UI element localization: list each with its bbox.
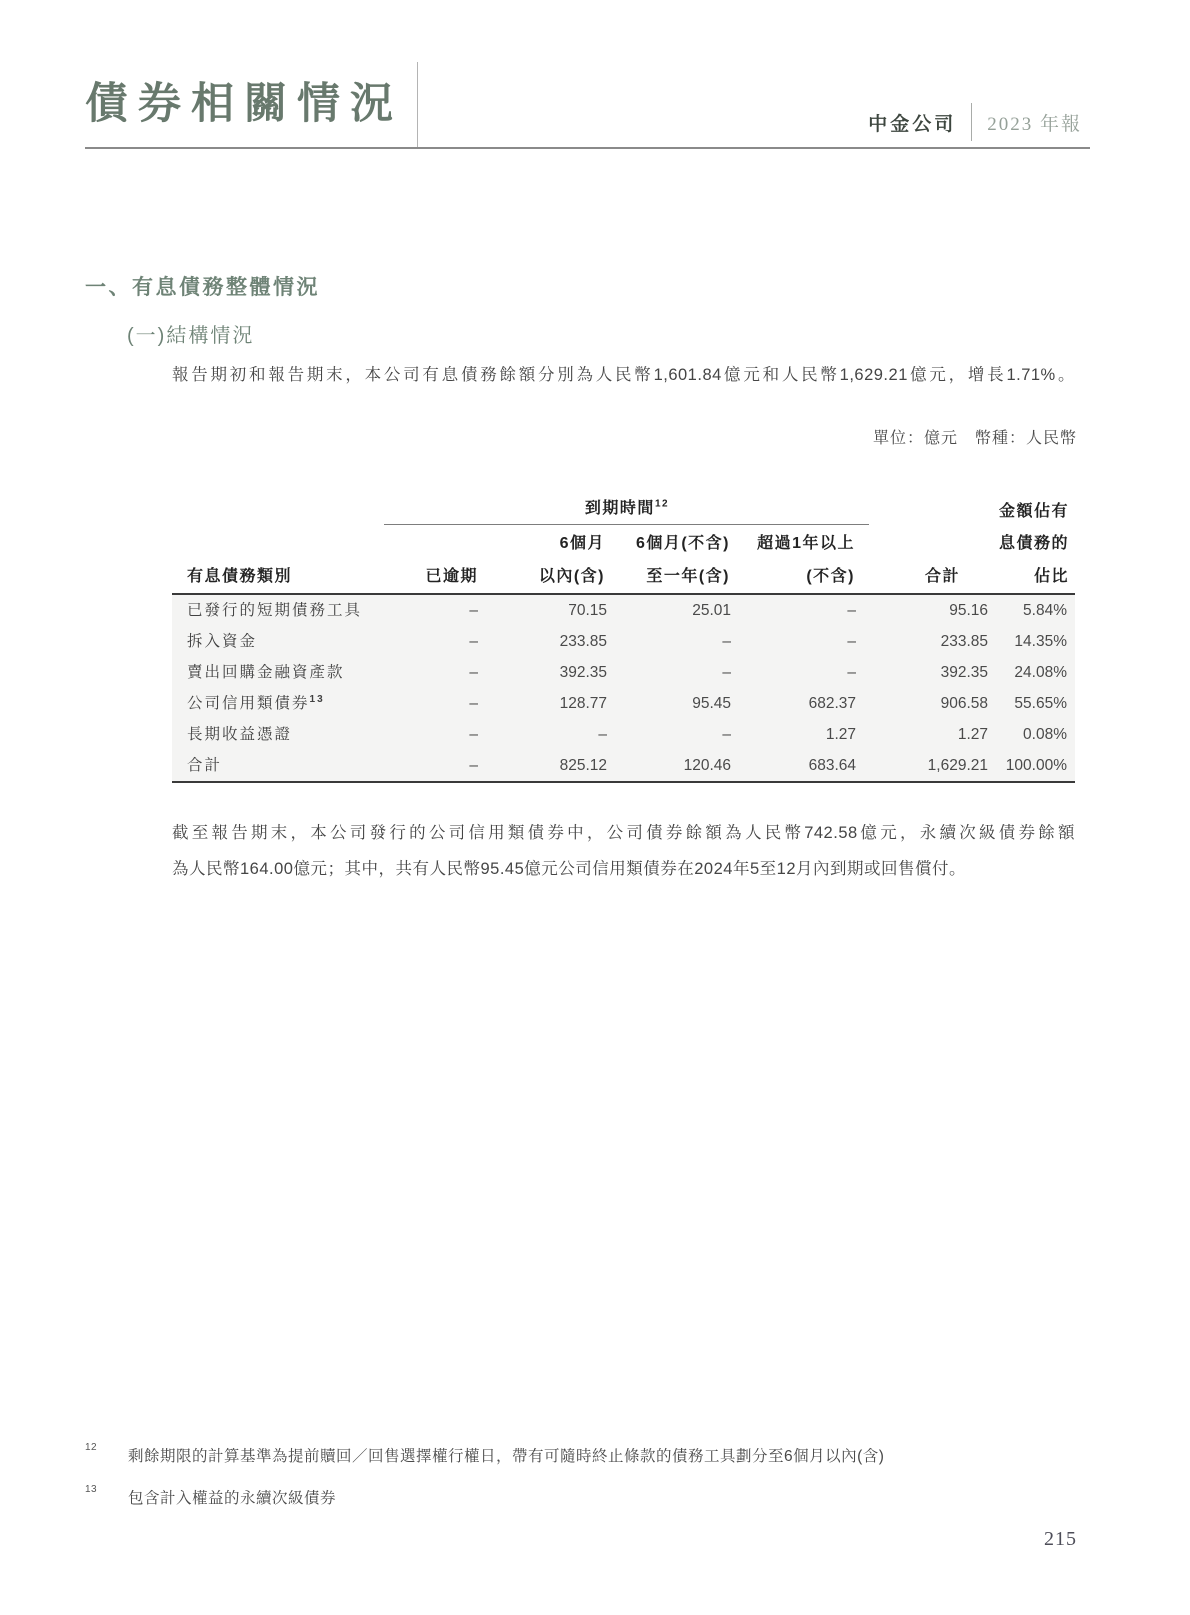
table-row: 已發行的短期債務工具 – 70.15 25.01 – 95.16 5.84% (187, 602, 1067, 619)
summary-line2: 為人民幣164.00億元；其中，共有人民幣95.45億元公司信用類債券在2024年5至12月內到期或回售償付。 (172, 860, 966, 878)
page-number: 215 (1044, 1528, 1077, 1550)
unit-currency-note: 單位：億元 幣種：人民幣 (872, 430, 1077, 447)
title-divider (417, 62, 418, 148)
footnote-12-marker: 12 (85, 1442, 98, 1453)
debt-table-header (172, 487, 1075, 594)
company-name: 中金公司 (868, 113, 957, 135)
col-total-header: 合計 (924, 568, 960, 585)
brand-block (868, 102, 1082, 142)
ratio-header-line2: 息債務的 (998, 535, 1069, 552)
header-rule (85, 147, 1090, 149)
intro-paragraph: 報告期初和報告期末，本公司有息債務餘額分別為人民幣1,601.84億元和人民幣1,629.21億元，增長1.71%。 (172, 366, 1075, 384)
page-title: 債券相關情況 (85, 81, 403, 128)
summary-paragraph (172, 815, 1075, 887)
summary-line1: 截至報告期末，本公司發行的公司信用類債券中，公司債券餘額為人民幣742.58億元，永續次級債券餘額 (172, 824, 1075, 842)
section-heading: 一、有息債務整體情況 (85, 276, 320, 299)
sub-heading: (一)結構情況 (127, 325, 255, 347)
footnote-12-text: 剩餘期限的計算基準為提前贖回／回售選擇權行權日，帶有可隨時終止條款的債務工具劃分至6個月以內(含) (128, 1448, 885, 1465)
report-edition: 2023 年報 (987, 113, 1082, 135)
table-row: 賣出回購金融資產款 – 392.35 – – 392.35 24.08% (187, 664, 1067, 681)
footnote-13-text: 包含計入權益的永續次級債券 (128, 1490, 337, 1507)
footnote-13-marker: 13 (85, 1484, 98, 1495)
debt-table-body (172, 593, 1075, 783)
footnote-ref-12: 12 (654, 498, 670, 510)
table-row-total: 合計 – 825.12 120.46 683.64 1,629.21 100.00% (187, 757, 1067, 774)
col-overdue-header: 已逾期 (425, 568, 478, 585)
table-row: 公司信用類債券$^{13}$ – 128.77 95.45 682.37 906.58 55.65% (187, 693, 1067, 712)
col-6m-to-1y-line1: 6個月(不含) (635, 535, 730, 552)
col-over1y-line2: (不含) (806, 568, 855, 585)
col-category-header: 有息債務類別 (187, 568, 293, 585)
col-over1y-line1: 超過1年以上 (757, 535, 855, 552)
maturity-group-underline (384, 524, 869, 525)
table-row: 長期收益憑證 – – – 1.27 1.27 0.08% (187, 726, 1067, 743)
col-within6m-line1: 6個月 (559, 535, 605, 552)
footnote-ref-13: 13 (309, 693, 325, 705)
col-6m-to-1y-line2: 至一年(含) (646, 568, 730, 585)
table-row: 拆入資金 – 233.85 – – 233.85 14.35% (187, 633, 1067, 650)
maturity-group-header: 到期時間$^{12}$ (584, 498, 670, 517)
ratio-header-line1: 金額佔有 (998, 503, 1069, 520)
ratio-header-line3: 佔比 (1033, 568, 1069, 585)
brand-divider (971, 103, 972, 141)
col-within6m-line2: 以內(含) (538, 568, 605, 585)
